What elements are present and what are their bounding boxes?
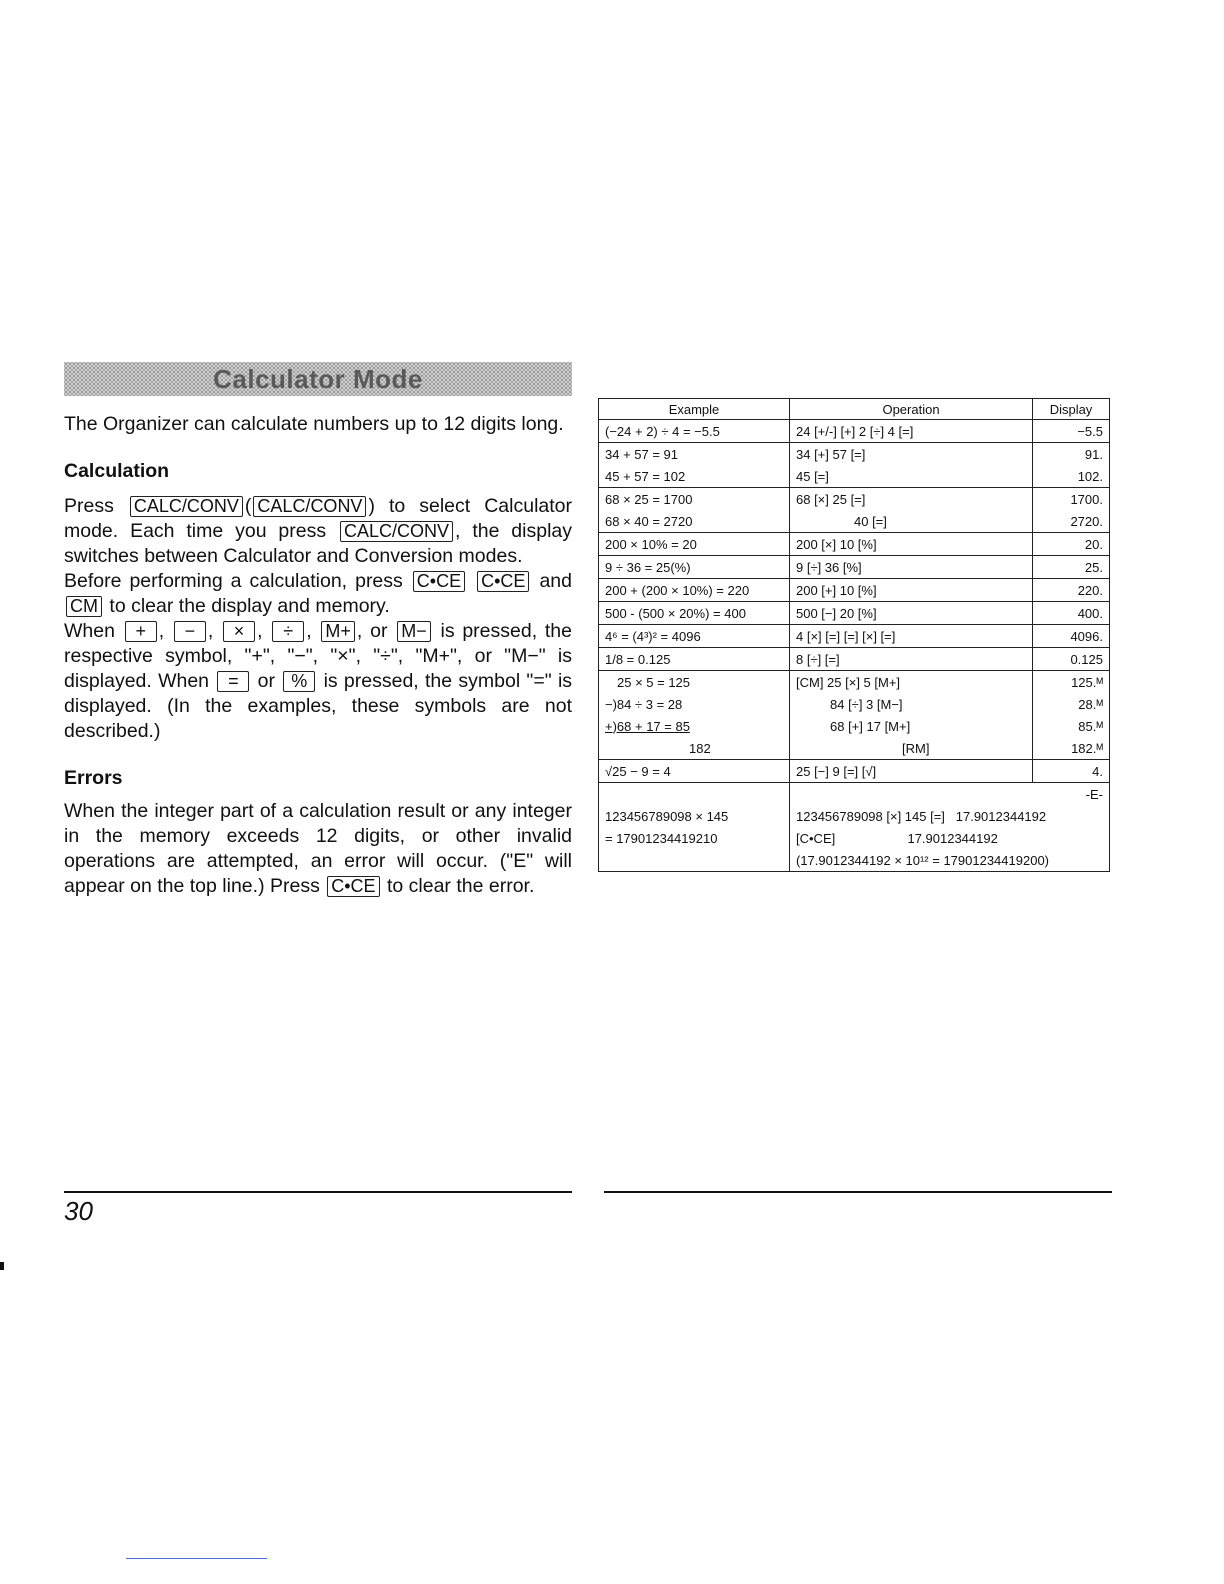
calc-conv-key: CALC/CONV xyxy=(340,521,453,542)
errors-paragraph xyxy=(64,799,572,899)
cell-display: 2720. xyxy=(1033,510,1110,533)
page-number: 30 xyxy=(64,1196,93,1226)
text-fragment: Press xyxy=(64,495,114,517)
cell-operation: 68 [+] 17 [M+] xyxy=(790,715,1033,737)
plus-key: + xyxy=(125,621,157,642)
intro-paragraph: The Organizer can calculate numbers up to 12 digits long. xyxy=(64,413,564,435)
cell-example: −)84 ÷ 3 = 28 xyxy=(599,693,790,715)
left-column xyxy=(64,412,572,899)
cell-display: −5.5 xyxy=(1033,420,1110,443)
cell-operation: 84 [÷] 3 [M−] xyxy=(790,693,1033,715)
cell-operation: 34 [+] 57 [=] xyxy=(790,443,1033,466)
cell-display: 102. xyxy=(1033,465,1110,488)
scan-edge-mark xyxy=(0,1262,4,1270)
minus-key: − xyxy=(174,621,206,642)
footer-rule-left xyxy=(64,1191,572,1193)
table-row xyxy=(599,715,1110,737)
cce-key: C•CE xyxy=(477,571,529,592)
text-fragment: to clear the display and memory. xyxy=(109,595,390,617)
cm-key: CM xyxy=(66,596,102,617)
text-fragment: Before performing a calculation, press xyxy=(64,570,403,592)
table-row xyxy=(599,420,1110,443)
text-fragment: , the display switches between Calculator and Conversion modes. xyxy=(64,520,573,567)
table-row xyxy=(599,602,1110,625)
cell-display: -E- xyxy=(790,783,1110,806)
cell-operation: 9 [÷] 36 [%] xyxy=(790,556,1033,579)
table-row xyxy=(599,625,1110,648)
cell-operation: (17.9012344192 × 10¹² = 17901234419200) xyxy=(790,849,1110,872)
cell-operation: 200 [+] 10 [%] xyxy=(790,579,1033,602)
table-row xyxy=(599,556,1110,579)
cell-example: 200 × 10% = 20 xyxy=(599,533,790,556)
cell-example: 200 + (200 × 10%) = 220 xyxy=(599,579,790,602)
cell-example: 9 ÷ 36 = 25(%) xyxy=(599,556,790,579)
cell-operation: 40 [=] xyxy=(790,510,1033,533)
table-row xyxy=(599,760,1110,783)
table-row xyxy=(599,465,1110,488)
cell-display: 1700. xyxy=(1033,488,1110,511)
cell-operation: [RM] xyxy=(790,737,1033,760)
table-row xyxy=(599,488,1110,511)
text-fragment: is pressed, the symbol "=" is displayed. (In the examples, these symbols are not described.) xyxy=(64,670,573,742)
footer-rule-right xyxy=(604,1191,1112,1193)
cell-example: 68 × 25 = 1700 xyxy=(599,488,790,511)
table-row xyxy=(599,693,1110,715)
calculation-paragraph-1: Press CALC/CONV ( CALC/CONV ) to select Calculator mode. Each time you press CALC/CONV , the display switches between Calculator and Conversion modes. xyxy=(64,495,573,567)
cell-example: 4⁶ = (4³)² = 4096 xyxy=(599,625,790,648)
cell-display: 125.ᴹ xyxy=(1033,671,1110,694)
cell-example: 500 - (500 × 20%) = 400 xyxy=(599,602,790,625)
cell-display: 400. xyxy=(1033,602,1110,625)
calculation-paragraph-3: When + , − , × , ÷ , M+ , or M− is pressed, the respective symbol, "+", "−", "×", "÷", "M+", or "M−" is displayed. When = or % is pressed, the symbol "=" is displayed. (In the examples, these symbols are not described.) xyxy=(64,620,573,742)
cell-display: 220. xyxy=(1033,579,1110,602)
cell-example: 45 + 57 = 102 xyxy=(599,465,790,488)
cell-operation: 25 [−] 9 [=] [√] xyxy=(790,760,1033,783)
bottom-blue-line xyxy=(126,1558,267,1559)
times-key: × xyxy=(223,621,255,642)
cell-example: 1/8 = 0.125 xyxy=(599,648,790,671)
cell-display: 4. xyxy=(1033,760,1110,783)
text-fragment: is pressed, the respective symbol, "+", "−", "×", "÷", "M+", or "M−" is displayed. When xyxy=(64,620,572,692)
table-row xyxy=(599,805,1110,827)
cell-example: 68 × 40 = 2720 xyxy=(599,510,790,533)
cce-key: C•CE xyxy=(327,876,379,897)
percent-key: % xyxy=(283,671,315,692)
cell-operation: 24 [+/-] [+] 2 [÷] 4 [=] xyxy=(790,420,1033,443)
table-row xyxy=(599,533,1110,556)
calc-conv-key: CALC/CONV xyxy=(253,496,366,517)
cell-operation: 45 [=] xyxy=(790,465,1033,488)
cell-display: 4096. xyxy=(1033,625,1110,648)
text-fragment: to select Calculator mode. Each time you press xyxy=(64,495,572,542)
cell-display: 182.ᴹ xyxy=(1033,737,1110,760)
calculation-heading: Calculation xyxy=(64,460,170,482)
text-fragment: When the integer part of a calculation result or any integer in the memory exceeds 12 digits, or other invalid operations are attempted, an error will occur. ("E" will appear on the top line.) Press xyxy=(64,800,572,897)
cell-display: 85.ᴹ xyxy=(1033,715,1110,737)
header-operation: Operation xyxy=(790,399,1033,420)
cell-operation: 123456789098 [×] 145 [=] 17.9012344192 xyxy=(790,805,1110,827)
table-row xyxy=(599,648,1110,671)
table-row xyxy=(599,849,1110,872)
cell-display: 0.125 xyxy=(1033,648,1110,671)
cce-key: C•CE xyxy=(413,571,465,592)
table-row xyxy=(599,827,1110,849)
section-title-band xyxy=(64,362,572,396)
header-display: Display xyxy=(1033,399,1110,420)
cell-example: 34 + 57 = 91 xyxy=(599,443,790,466)
cell-display: 25. xyxy=(1033,556,1110,579)
text-fragment: and xyxy=(539,570,572,592)
cell-example: √25 − 9 = 4 xyxy=(599,760,790,783)
text-fragment: or xyxy=(257,670,275,692)
table-row xyxy=(599,443,1110,466)
section-title: Calculator Mode xyxy=(213,363,423,394)
examples-table xyxy=(598,398,1110,872)
table-row xyxy=(599,671,1110,694)
header-example: Example xyxy=(599,399,790,420)
cell-operation: 8 [÷] [=] xyxy=(790,648,1033,671)
calculation-paragraph-2 xyxy=(64,569,572,619)
table-row xyxy=(599,783,1110,806)
calc-conv-key: CALC/CONV xyxy=(130,496,243,517)
cell-operation: 500 [−] 20 [%] xyxy=(790,602,1033,625)
table-row xyxy=(599,579,1110,602)
errors-heading: Errors xyxy=(64,767,123,789)
cell-operation: 200 [×] 10 [%] xyxy=(790,533,1033,556)
table-header-row xyxy=(599,399,1110,420)
cell-operation: 68 [×] 25 [=] xyxy=(790,488,1033,511)
cell-display: 28.ᴹ xyxy=(1033,693,1110,715)
cell-example: (−24 + 2) ÷ 4 = −5.5 xyxy=(599,420,790,443)
cell-display: 91. xyxy=(1033,443,1110,466)
cell-operation: [C•CE] 17.9012344192 xyxy=(790,827,1110,849)
cell-operation: 4 [×] [=] [=] [×] [=] xyxy=(790,625,1033,648)
text-fragment: When xyxy=(64,620,115,642)
m-plus-key: M+ xyxy=(321,621,355,642)
cell-example: 123456789098 × 145 xyxy=(599,805,790,827)
cell-display: 20. xyxy=(1033,533,1110,556)
cell-operation: [CM] 25 [×] 5 [M+] xyxy=(790,671,1033,694)
text-fragment: to clear the error. xyxy=(386,875,535,897)
table-row xyxy=(599,737,1110,760)
cell-example: +)68 + 17 = 85 xyxy=(599,715,790,737)
cell-example xyxy=(599,849,790,872)
cell-example: = 17901234419210 xyxy=(599,827,790,849)
equals-key: = xyxy=(217,671,249,692)
cell-example: 25 × 5 = 125 xyxy=(599,671,790,694)
m-minus-key: M− xyxy=(397,621,431,642)
cell-example xyxy=(599,783,790,806)
cell-example: 182 xyxy=(599,737,790,760)
divide-key: ÷ xyxy=(272,621,304,642)
table-row xyxy=(599,510,1110,533)
text-fragment: , or xyxy=(356,620,388,642)
